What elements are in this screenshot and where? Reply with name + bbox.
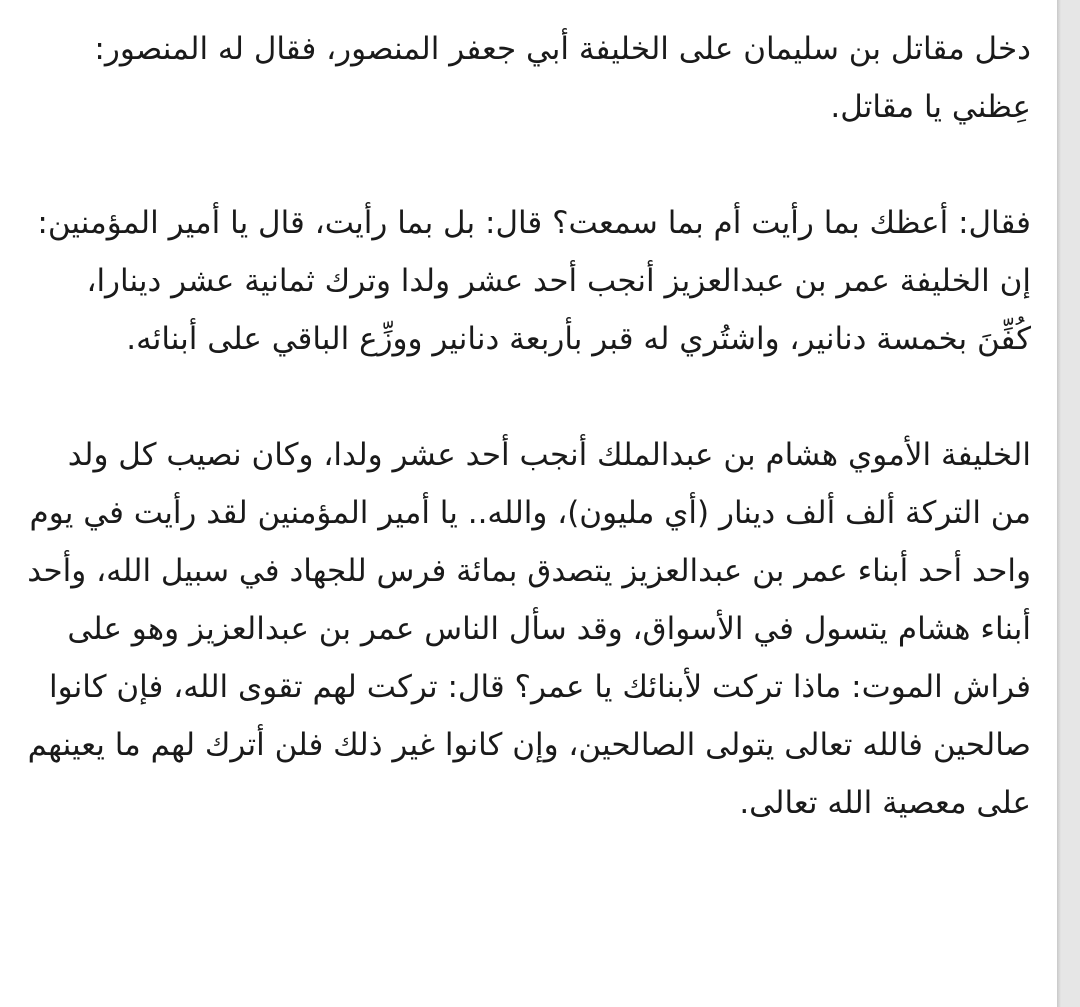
paragraph-3: الخليفة الأموي هشام بن عبدالملك أنجب أحد عشر ولدا، وكان نصيب كل ولد من التركة ألف ألف دينار (أي مليون)، والله.. يا أمير المؤمنين لقد رأيت في يوم واحد أحد أبناء عمر بن عبدالعزيز يتصدق بمائة فرس للجهاد في سبيل الله، وأحد أبناء هشام يتسول في الأسواق، وقد سأل الناس عمر بن عبدالعزيز وهو على فراش الموت: ماذا تركت لأبنائك يا عمر؟ قال: تركت لهم تقوى الله، فإن كانوا صالحين فالله تعالى يتولى الصالحين، وإن كانوا غير ذلك فلن أترك لهم ما يعينهم على معصية الله تعالى. bbox=[27, 437, 1031, 821]
paragraph-2: فقال: أعظك بما رأيت أم بما سمعت؟ قال: بل بما رأيت، قال يا أمير المؤمنين: إن الخليفة عمر بن عبدالعزيز أنجب أحد عشر ولدا وترك ثمانية عشر دينارا، كُفِّنَ بخمسة دنانير، واشتُري له قبر بأربعة دنانير ووزِّع الباقي على أبنائه. bbox=[37, 205, 1031, 357]
page-right-margin bbox=[1057, 0, 1080, 1007]
article-body bbox=[26, 20, 1031, 832]
paragraph-1: دخل مقاتل بن سليمان على الخليفة أبي جعفر المنصور، فقال له المنصور: عِظني يا مقاتل. bbox=[94, 31, 1031, 125]
page-edge-shadow bbox=[1057, 0, 1061, 1007]
